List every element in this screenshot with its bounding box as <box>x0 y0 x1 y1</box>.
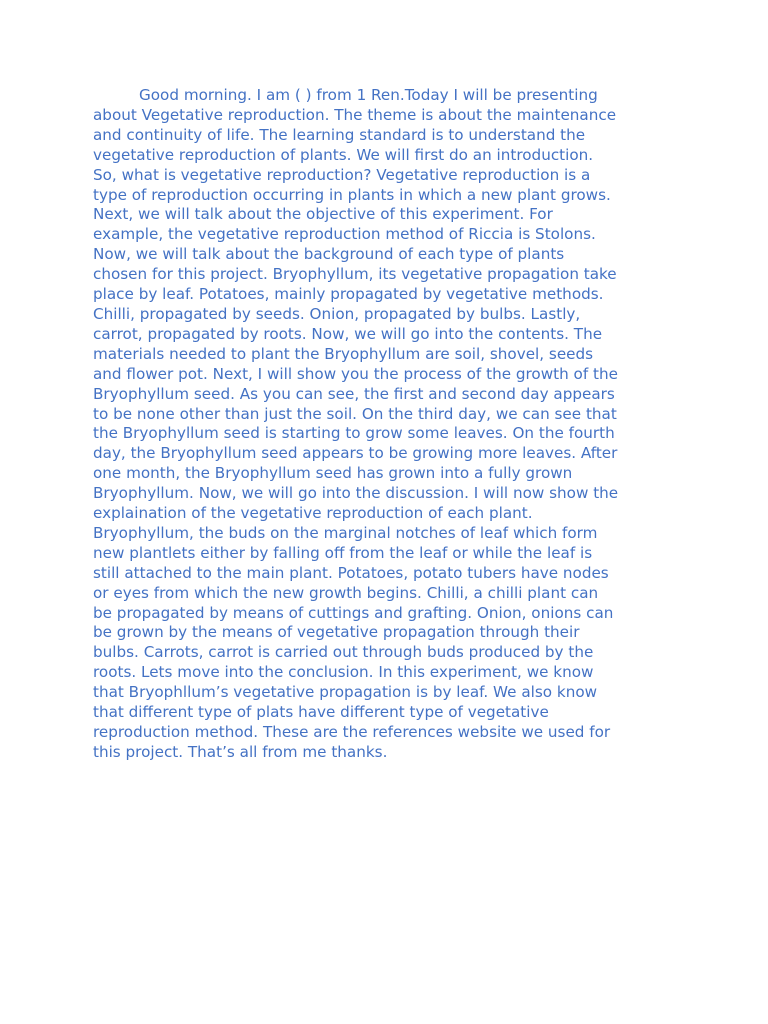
paragraph-line: Now, we will talk about the background of each type of plants <box>93 245 565 264</box>
paragraph-line: Chilli, propagated by seeds. Onion, propagated by bulbs. Lastly, <box>93 304 581 323</box>
paragraph-line: example, the vegetative reproduction method of Riccia is Stolons. <box>93 225 596 244</box>
paragraph-line: carrot, propagated by roots. Now, we will go into the contents. The <box>93 324 603 343</box>
paragraph-line: still attached to the main plant. Potatoes, potato tubers have nodes <box>93 563 609 582</box>
paragraph-line: reproduction method. These are the references website we used for <box>93 723 611 741</box>
paragraph-line: chosen for this project. Bryophyllum, its vegetative propagation take <box>93 265 617 284</box>
paragraph-line: or eyes from which the new growth begins. Chilli, a chilli plant can <box>93 583 599 602</box>
paragraph-line: be grown by the means of vegetative propagation through their <box>93 623 580 642</box>
paragraph-line: Bryophyllum, the buds on the marginal notches of leaf which form <box>93 523 598 542</box>
paragraph-line: So, what is vegetative reproduction? Vegetative reproduction is a <box>93 165 591 184</box>
paragraph-line: that Bryophllum’s vegetative propagation is by leaf. We also know <box>93 683 598 702</box>
paragraph-line: that different type of plats have different type of vegetative <box>93 703 549 722</box>
paragraph-line: Good morning. I am ( ) from 1 Ren.Today I will be presenting <box>139 86 598 104</box>
paragraph-line: materials needed to plant the Bryophyllum are soil, shovel, seeds <box>93 344 594 363</box>
body-paragraph <box>93 86 679 763</box>
paragraph-line: Next, we will talk about the objective of this experiment. For <box>93 205 553 224</box>
paragraph-line: new plantlets either by falling off from the leaf or while the leaf is <box>93 543 593 562</box>
paragraph-line: this project. That’s all from me thanks. <box>93 742 388 761</box>
paragraph-line: Bryophyllum seed. As you can see, the first and second day appears <box>93 384 615 403</box>
paragraph-line: one month, the Bryophyllum seed has grown into a fully grown <box>93 464 573 483</box>
paragraph-line: to be none other than just the soil. On the third day, we can see that <box>93 404 617 423</box>
paragraph-line: vegetative reproduction of plants. We will first do an introduction. <box>93 145 594 164</box>
paragraph-line: and continuity of life. The learning standard is to understand the <box>93 125 586 144</box>
paragraph-line: place by leaf. Potatoes, mainly propagated by vegetative methods. <box>93 285 604 304</box>
paragraph-line: be propagated by means of cuttings and grafting. Onion, onions can <box>93 603 614 622</box>
paragraph-line: and flower pot. Next, I will show you the process of the growth of the <box>93 364 618 383</box>
paragraph-line: type of reproduction occurring in plants in which a new plant grows. <box>93 185 611 204</box>
paragraph-line: bulbs. Carrots, carrot is carried out through buds produced by the <box>93 643 594 662</box>
paragraph-line: day, the Bryophyllum seed appears to be growing more leaves. After <box>93 444 618 463</box>
paragraph-line: explaination of the vegetative reproduction of each plant. <box>93 504 533 523</box>
paragraph-line: roots. Lets move into the conclusion. In this experiment, we know <box>93 663 594 682</box>
paragraph-line: about Vegetative reproduction. The theme is about the maintenance <box>93 105 617 124</box>
paragraph-line: Bryophyllum. Now, we will go into the discussion. I will now show the <box>93 484 619 503</box>
paragraph-line: the Bryophyllum seed is starting to grow some leaves. On the fourth <box>93 424 615 443</box>
